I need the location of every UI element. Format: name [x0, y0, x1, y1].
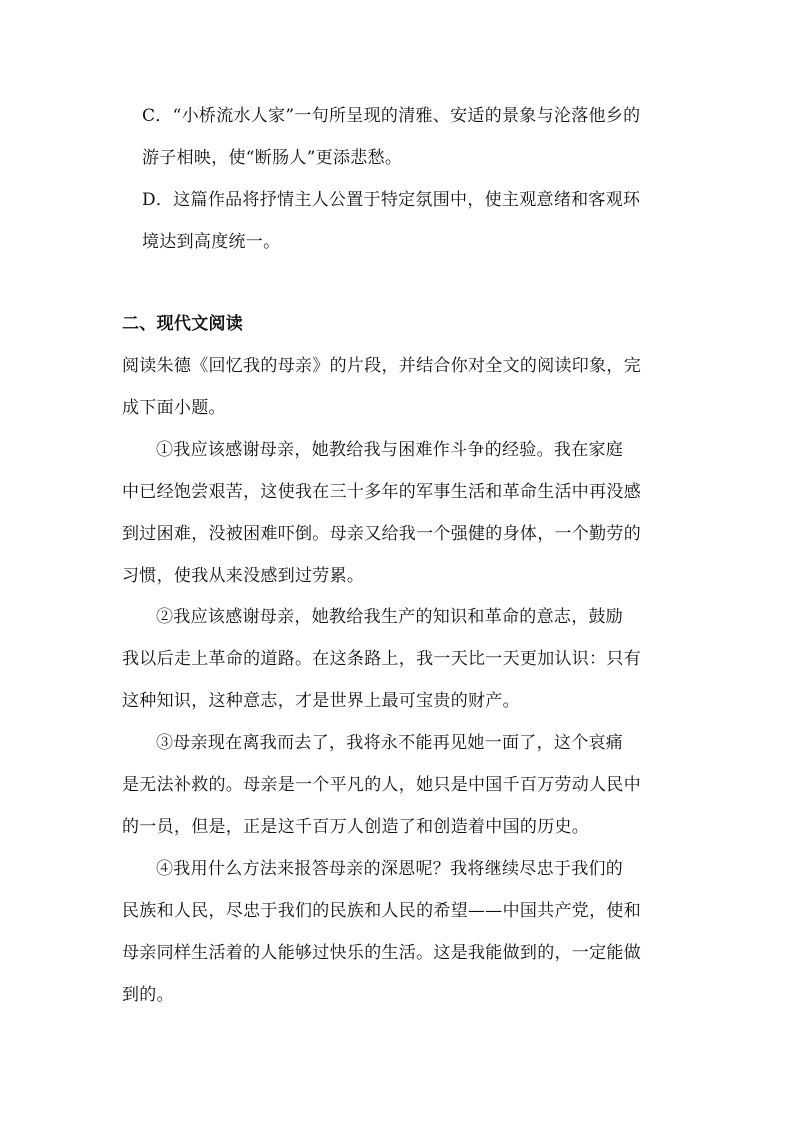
option-c-line-2: 游子相映，使“断肠人”更添悲愁。	[142, 148, 403, 168]
paragraph-1-line-1: ①我应该感谢母亲，她教给我与困难作斗争的经验。我在家庭	[156, 440, 624, 460]
paragraph-1-line-2: 中已经饱尝艰苦，这使我在三十多年的军事生活和革命生活中再没感	[122, 482, 641, 502]
paragraph-2-line-3: 这种知识，这种意志，才是世界上最可宝贵的财产。	[122, 691, 520, 711]
paragraph-3-line-3: 的一员，但是，正是这千百万人创造了和创造着中国的历史。	[122, 817, 590, 837]
paragraph-1-line-4: 习惯，使我从来没感到过劳累。	[122, 566, 365, 586]
option-d-line-2: 境达到高度统一。	[142, 232, 281, 252]
paragraph-4-line-1: ④我用什么方法来报答母亲的深恩呢？我将继续尽忠于我们的	[156, 859, 624, 879]
paragraph-3-line-1: ③母亲现在离我而去了，我将永不能再见她一面了，这个哀痛	[156, 733, 624, 753]
option-c-line-1: C．“小桥流水人家”一句所呈现的清雅、安适的景象与沦落他乡的	[142, 106, 641, 126]
paragraph-4-line-4: 到的。	[122, 985, 174, 1005]
paragraph-3-line-2: 是无法补救的。母亲是一个平凡的人，她只是中国千百万劳动人民中	[122, 775, 641, 795]
intro-line-2: 成下面小题。	[122, 398, 226, 418]
paragraph-4-line-3: 母亲同样生活着的人能够过快乐的生活。这是我能做到的，一定能做	[122, 943, 641, 963]
intro-line-1: 阅读朱德《回忆我的母亲》的片段，并结合你对全文的阅读印象，完	[122, 356, 641, 376]
paragraph-1-line-3: 到过困难，没被困难吓倒。母亲又给我一个强健的身体，一个勤劳的	[122, 524, 641, 544]
paragraph-2-line-1: ②我应该感谢母亲，她教给我生产的知识和革命的意志，鼓励	[156, 607, 624, 627]
section-heading: 二、现代文阅读	[122, 314, 244, 334]
paragraph-4-line-2: 民族和人民，尽忠于我们的民族和人民的希望——中国共产党，使和	[122, 901, 641, 921]
paragraph-2-line-2: 我以后走上革命的道路。在这条路上，我一天比一天更加认识：只有	[122, 649, 641, 669]
option-d-line-1: D．这篇作品将抒情主人公置于特定氛围中，使主观意绪和客观环	[142, 190, 641, 210]
